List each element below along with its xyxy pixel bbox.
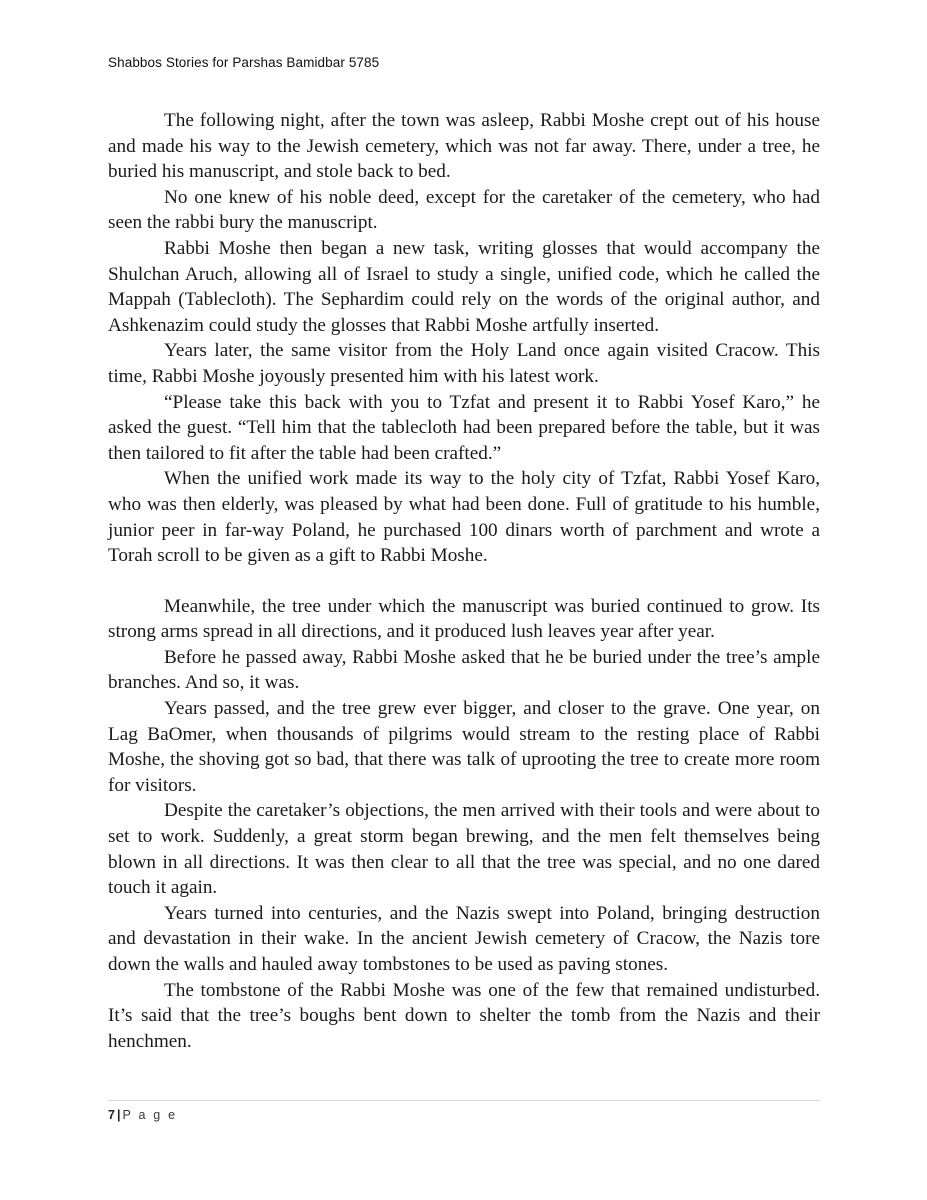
paragraph: Despite the caretaker’s objections, the men arrived with their tools and were about to set to work. Suddenly, a great storm began brewing, and the men felt themselves being blown in all directions. It was then clear to all that the tree was special, and no one dared touch it again.: [108, 800, 820, 899]
footer-separator: |: [116, 1108, 121, 1122]
paragraph-spacer: [108, 569, 820, 594]
footer-page-label: P a g e: [122, 1108, 178, 1122]
paragraph: Years turned into centuries, and the Nazis swept into Poland, bringing destruction and devastation in their wake. In the ancient Jewish cemetery of Cracow, the Nazis tore down the walls and hauled away tombstones to be used as paving stones.: [108, 902, 820, 975]
footer-page-number: 7: [108, 1108, 115, 1122]
paragraph: The tombstone of the Rabbi Moshe was one of the few that remained undisturbed. It’s said that the tree’s boughs bent down to shelter the tomb from the Nazis and their henchmen.: [108, 979, 820, 1052]
document-body: [108, 108, 820, 1054]
paragraph: When the unified work made its way to the holy city of Tzfat, Rabbi Yosef Karo, who was then elderly, was pleased by what had been done. Full of gratitude to his humble, junior peer in far-way Poland, he purchased 100 dinars worth of parchment and wrote a Torah scroll to be given as a gift to Rabbi Moshe.: [108, 468, 820, 567]
paragraph: Before he passed away, Rabbi Moshe asked that he be buried under the tree’s ample branches. And so, it was.: [108, 646, 820, 694]
page-footer: [108, 1108, 820, 1122]
paragraph: No one knew of his noble deed, except for the caretaker of the cemetery, who had seen the rabbi bury the manuscript.: [108, 186, 820, 234]
page-header: Shabbos Stories for Parshas Bamidbar 5785: [108, 55, 380, 70]
paragraph: Years later, the same visitor from the Holy Land once again visited Cracow. This time, Rabbi Moshe joyously presented him with his latest work.: [108, 340, 820, 387]
paragraph: “Please take this back with you to Tzfat and present it to Rabbi Yosef Karo,” he asked the guest. “Tell him that the tablecloth had been prepared before the table, but it was then tailored to fit after the table had been crafted.”: [108, 391, 820, 464]
paragraph: The following night, after the town was asleep, Rabbi Moshe crept out of his house and made his way to the Jewish cemetery, which was not far away. There, under a tree, he buried his manuscript, and stole back to bed.: [108, 110, 820, 183]
paragraph: Years passed, and the tree grew ever bigger, and closer to the grave. One year, on Lag BaOmer, when thousands of pilgrims would stream to the resting place of Rabbi Moshe, the shoving got so bad, that there was talk of uprooting the tree to create more room for visitors.: [108, 698, 820, 796]
footer-divider: [108, 1100, 820, 1101]
paragraph: Meanwhile, the tree under which the manuscript was buried continued to grow. Its strong arms spread in all directions, and it produced lush leaves year after year.: [108, 595, 820, 643]
paragraph: Rabbi Moshe then began a new task, writing glosses that would accompany the Shulchan Aruch, allowing all of Israel to study a single, unified code, which he called the Mappah (Tablecloth). The Sephardim could rely on the words of the original author, and Ashkenazim could study the glosses that Rabbi Moshe artfully inserted.: [108, 237, 820, 336]
